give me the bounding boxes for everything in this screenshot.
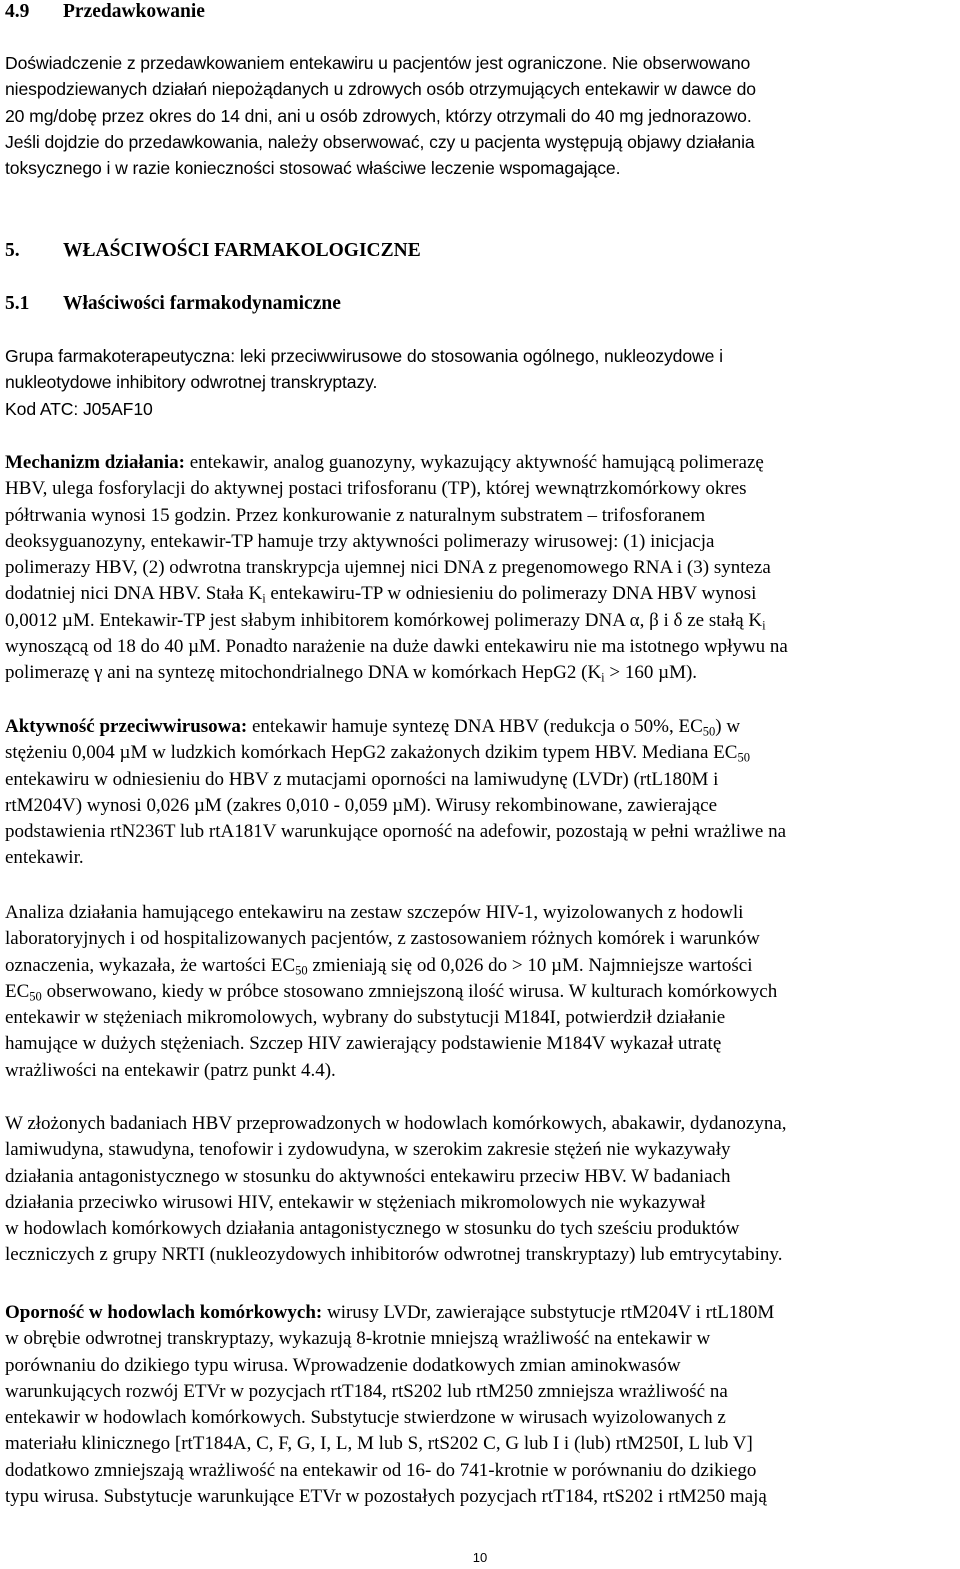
text-line: półtrwania wynosi 15 godzin. Przez konkurowanie z naturalnym substratem – trifosforanem [5,504,706,526]
text-line: W złożonych badaniach HBV przeprowadzonych w hodowlach komórkowych, abakawir, dydanozyna, [5,1113,787,1134]
text-span: entekawiru-TP w odniesieniu do polimerazy DNA HBV wynosi [265,583,757,605]
text-line: laboratoryjnych i od hospitalizowanych pacjentów, z zastosowaniem różnych komórek i warunków [5,928,760,950]
atc-code: Kod ATC: J05AF10 [5,398,153,419]
subscript: i [762,618,766,633]
text-span: entekawir, analog guanozyny, wykazujący aktywność hamującą polimerazę [184,452,764,473]
text-line: deoksyguanozyny, entekawir-TP hamuje trzy aktywności polimerazy wirusowej: (1) inicjacja [5,530,715,552]
text-line: wrażliwości na entekawir (patrz punkt 4.4). [5,1059,336,1081]
hiv-paragraph [5,900,955,1084]
section-number: 5.1 [5,293,30,314]
text-line: HBV, ulega fosforylacji do aktywnej postaci trifosforanu (TP), której wewnątrzkomórkowy okres [5,478,747,500]
text-line: Grupa farmakoterapeutyczna: leki przeciwwirusowe do stosowania ogólnego, nukleozydowe i [5,346,723,366]
section-number: 5. [5,240,20,261]
text-span: entekawir hamuje syntezę DNA HBV (redukcja o 50%, EC [247,716,703,737]
text-line: hamujące w dużych stężeniach. Szczep HIV zawierający podstawienie M184V wykazał utratę [5,1033,722,1055]
text-line: działania przeciwko wirusowi HIV, entekawir w stężeniach mikromolowych nie wykazywał [5,1191,706,1213]
text-line: entekawir. [5,847,84,869]
overdose-paragraph [5,50,955,181]
text-line: leczniczych z grupy NRTI (nukleozydowych inhibitorów odwrotnej transkryptazy) lub emtrycytabiny. [5,1244,783,1266]
text-span: polimerazę γ ani na syntezę mitochondrialnego DNA w komórkach HepG2 (K [5,662,602,684]
text-span: > 160 µM). [604,662,698,684]
text-line: entekawiru w odniesieniu do HBV z mutacjami oporności na lamiwudynę (LVDr) (rtL180M i [5,768,719,790]
section-4-9-heading [5,0,205,24]
page-number: 10 [472,1550,488,1565]
section-title: Przedawkowanie [63,1,205,22]
text-line: Doświadczenie z przedawkowaniem entekawiru u pacjentów jest ograniczone. Nie obserwowano [5,53,751,73]
subscript: i [601,670,605,685]
subscript: i [262,591,266,606]
text-span: zmieniają się od 0,026 do > 10 µM. Najmniejsze wartości [307,954,753,976]
text-line: entekawir w hodowlach komórkowych. Substytucje stwierdzone w wirusach wyizolowanych z [5,1407,726,1429]
text-line: entekawir w stężeniach mikromolowych, wybrany do substytucji M184I, potwierdził działanie [5,1007,726,1029]
mechanism-label: Mechanizm działania: [5,452,185,473]
text-line: dodatkowo zmniejszają wrażliwość na entekawir od 16- do 741-krotnie w porównaniu do dzikiego [5,1459,757,1481]
text-span: obserwowano, kiedy w próbce stosowano zmniejszoną ilość wirusa. W kulturach komórkowych [41,980,778,1002]
text-span: wirusy LVDr, zawierające substytucje rtM204V i rtL180M [322,1302,775,1323]
text-line: Jeśli dojdzie do przedawkowania, należy obserwować, czy u pacjenta występują objawy działania [5,131,755,152]
text-line: wynoszącą od 18 do 40 µM. Ponadto narażenie na duże dawki entekawiru nie ma istotnego wpływu na [5,636,788,658]
text-line: typu wirusa. Substytucje warunkujące ETVr w pozostałych pozycjach rtT184, rtS202 i rtM250 mają [5,1486,767,1508]
subscript: 50 [295,963,308,978]
text-line: niespodziewanych działań niepożądanych u zdrowych osób otrzymujących entekawir w dawce do [5,79,756,100]
combination-studies-paragraph [5,1111,955,1269]
text-line: porównaniu do dzikiego typu wirusa. Wprowadzenie dodatkowych zmian aminokwasów [5,1354,681,1376]
resistance-paragraph [5,1300,955,1510]
section-number: 4.9 [5,1,30,22]
section-5-heading [5,239,421,263]
mechanism-paragraph [5,450,955,687]
text-line: warunkujących rozwój ETVr w pozycjach rtT184, rtS202 lub rtM250 zmniejsza wrażliwość na [5,1380,728,1402]
text-line: materiału klinicznego [rtT184A, C, F, G, I, L, M lub S, rtS202 C, G lub I i (lub) rtM250I, L lub V] [5,1433,753,1455]
text-line: rtM204V) wynosi 0,026 µM (zakres 0,010 - 0,059 µM). Wirusy rekombinowane, zawierające [5,794,717,816]
text-span: ) w [715,716,741,737]
text-line: w hodowlach komórkowych działania antagonistycznego w stosunku do tych sześciu produktów [5,1218,740,1240]
text-span: oznaczenia, wykazała, że wartości EC [5,954,296,976]
text-line: polimerazy HBV, (2) odwrotna transkrypcja ujemnej nici DNA z pregenomowego RNA i (3) synteza [5,557,771,579]
section-title: Właściwości farmakodynamiczne [63,293,341,314]
text-span: 0,0012 µM. Entekawir-TP jest słabym inhibitorem komórkowej polimerazy DNA α, β i δ ze stałą K [5,609,763,631]
antiviral-activity-paragraph [5,714,955,872]
pharmacotherapeutic-group [5,343,955,422]
text-line: nukleotydowe inhibitory odwrotnej transkryptazy. [5,372,378,393]
text-line: 20 mg/dobę przez okres do 14 dni, ani u osób zdrowych, którzy otrzymali do 40 mg jednorazowo. [5,105,752,126]
text-line: podstawienia rtN236T lub rtA181V warunkujące oporność na adefowir, pozostają w pełni wrażliwe na [5,821,787,843]
text-line: lamiwudyna, stawudyna, tenofowir i zydowudyna, w szerokim zakresie stężeń nie wykazywały [5,1139,731,1161]
text-line: działania antagonistycznego w stosunku do aktywności entekawiru przeciw HBV. W badaniach [5,1165,731,1187]
text-line: Analiza działania hamującego entekawiru na zestaw szczepów HIV-1, wyizolowanych z hodowli [5,902,744,923]
text-span: stężeniu 0,004 µM w ludzkich komórkach HepG2 zakażonych dzikim typem HBV. Mediana EC [5,742,738,764]
text-span: EC [5,980,30,1002]
section-title: WŁAŚCIWOŚCI FARMAKOLOGICZNE [63,240,421,261]
resistance-label: Oporność w hodowlach komórkowych: [5,1302,323,1323]
section-5-1-heading [5,292,341,316]
subscript: 50 [737,750,750,765]
subscript: 50 [702,724,716,739]
subscript: 50 [29,989,42,1004]
text-span: dodatniej nici DNA HBV. Stała K [5,583,263,605]
text-line: toksycznego i w razie konieczności stosować właściwe leczenie wspomagające. [5,158,621,179]
antiviral-label: Aktywność przeciwwirusowa: [5,716,248,737]
text-line: w obrębie odwrotnej transkryptazy, wykazują 8-krotnie mniejszą wrażliwość na entekawir w [5,1328,711,1350]
